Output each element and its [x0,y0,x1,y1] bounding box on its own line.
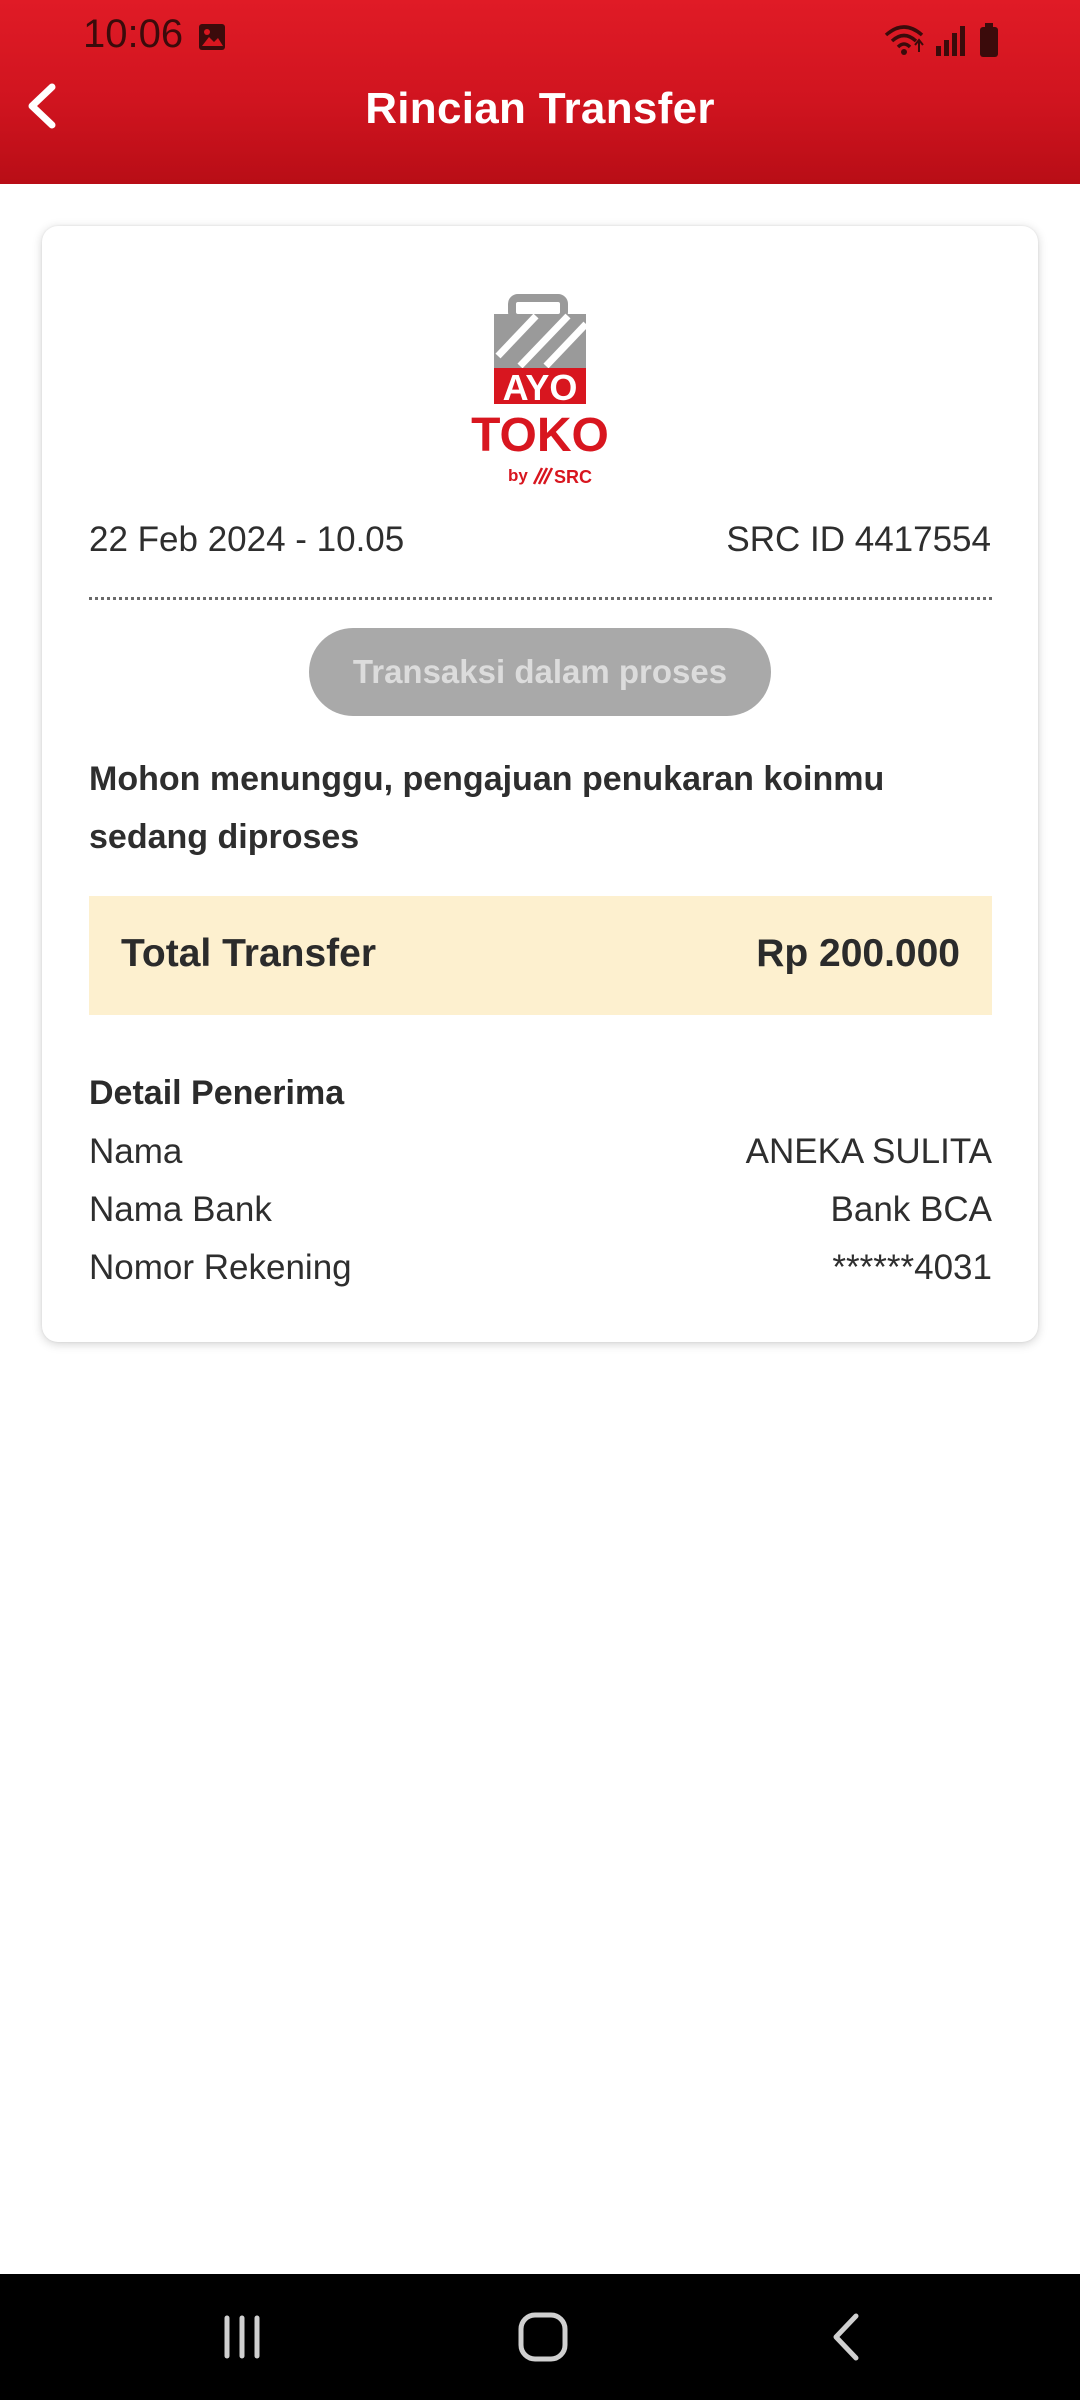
transfer-detail-card [42,226,1038,1342]
transaction-date: 22 Feb 2024 - 10.05 [89,520,405,559]
recipient-label: Nama [89,1132,183,1171]
system-nav-bar [0,2274,1080,2400]
src-id: SRC ID 4417554 [726,520,991,559]
wifi-icon [884,23,924,57]
logo-text-by: by [508,466,528,485]
home-button[interactable] [508,2304,578,2370]
image-icon [197,22,227,52]
back-icon [826,2310,866,2364]
recipient-value: Bank BCA [830,1190,992,1229]
total-transfer-box [89,896,992,1015]
ayo-toko-logo [470,294,610,494]
status-message: Mohon menunggu, pengajuan penukaran koinmu sedang diproses [89,760,885,856]
status-icons [884,20,1000,60]
app-header [0,0,1080,184]
recipient-value: ANEKA SULITA [745,1132,992,1171]
recipient-row-name [89,1132,992,1182]
logo-text-src: SRC [554,467,593,487]
total-transfer-label: Total Transfer [121,932,377,975]
dotted-divider [89,597,992,600]
recipient-label: Nama Bank [89,1190,272,1229]
signal-icon [934,24,968,56]
src-mark-icon [534,468,552,484]
recipient-row-bank [89,1190,992,1240]
status-bar [0,0,1080,80]
status-badge: Transaksi dalam proses [309,628,771,716]
recipient-detail-heading: Detail Penerima [89,1074,345,1112]
battery-icon [978,23,1000,57]
logo-text-toko: TOKO [471,409,609,462]
recipient-label: Nomor Rekening [89,1248,352,1287]
logo-text-ayo: AYO [502,367,578,408]
recipient-value: ******4031 [832,1248,992,1287]
status-time: 10:06 [83,12,184,56]
home-icon [516,2310,570,2364]
recipient-row-account [89,1248,992,1298]
recent-apps-button[interactable] [207,2304,277,2370]
total-transfer-value: Rp 200.000 [756,932,960,975]
page-title: Rincian Transfer [365,84,715,133]
recent-apps-icon [217,2312,267,2362]
system-back-button[interactable] [811,2304,881,2370]
